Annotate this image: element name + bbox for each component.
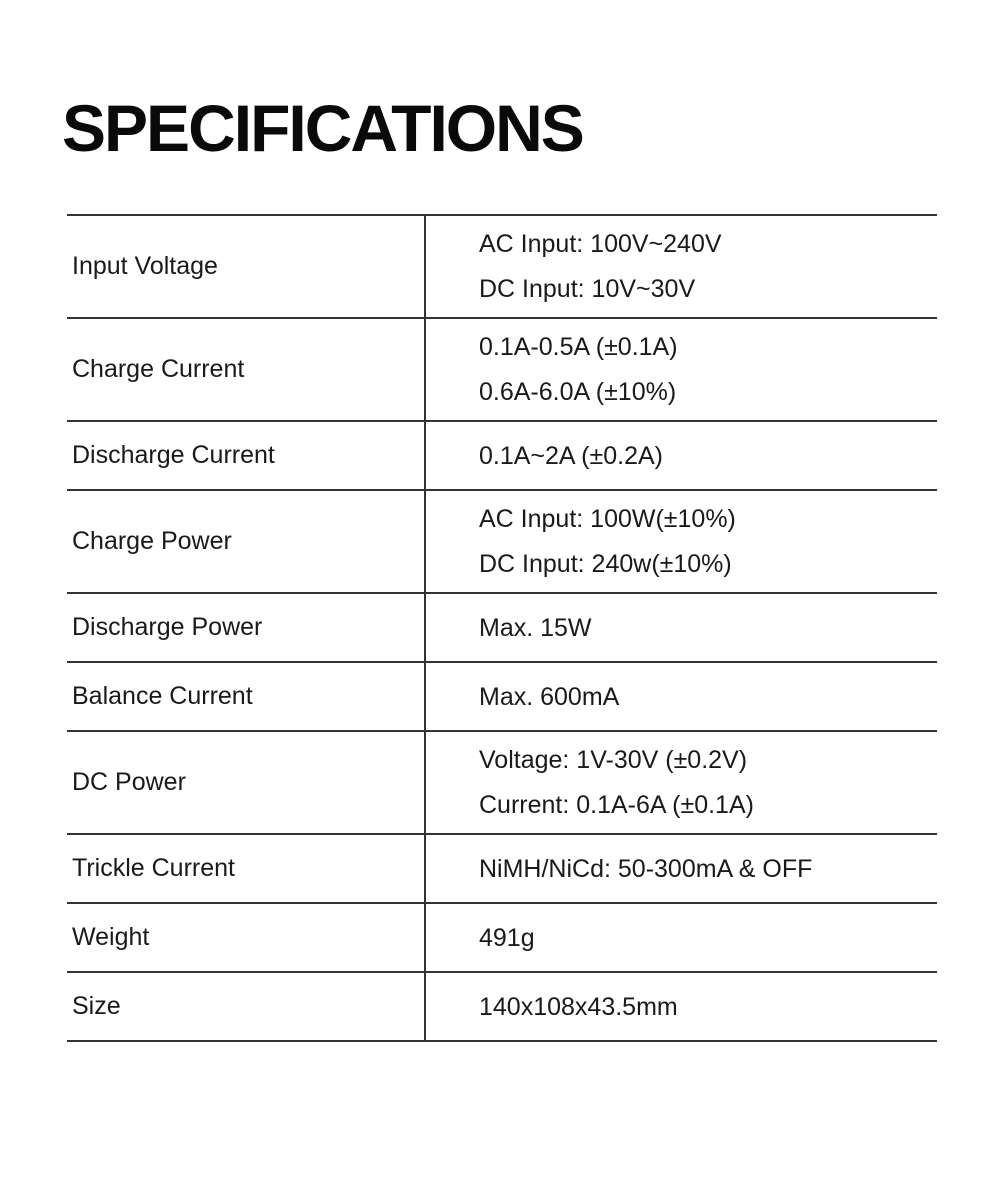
spec-value-line: NiMH/NiCd: 50-300mA & OFF <box>479 854 813 883</box>
spec-value-line: DC Input: 10V~30V <box>479 274 696 303</box>
spec-label: Size <box>72 992 121 1020</box>
spec-value <box>426 663 937 730</box>
spec-label: DC Power <box>72 768 186 796</box>
spec-value-line: 491g <box>479 923 535 952</box>
spec-value <box>426 319 937 420</box>
spec-value <box>426 216 937 317</box>
spec-value-line: 0.1A~2A (±0.2A) <box>479 441 663 470</box>
spec-value-line: Current: 0.1A-6A (±0.1A) <box>479 790 754 819</box>
spec-label: Trickle Current <box>72 854 235 882</box>
page-title: SPECIFICATIONS <box>62 91 583 165</box>
spec-value <box>426 491 937 592</box>
spec-label: Discharge Power <box>72 613 263 641</box>
spec-value-line: Voltage: 1V-30V (±0.2V) <box>479 745 748 774</box>
spec-value-line: 0.6A-6.0A (±10%) <box>479 377 677 406</box>
specifications-table <box>67 214 937 1042</box>
spec-label: Balance Current <box>72 682 253 710</box>
spec-row-dc-power <box>67 732 937 835</box>
spec-label: Charge Current <box>72 355 245 383</box>
spec-value <box>426 422 937 489</box>
spec-value <box>426 835 937 902</box>
spec-value <box>426 732 937 833</box>
spec-row-charge-power <box>67 491 937 594</box>
spec-value <box>426 594 937 661</box>
spec-value-line: DC Input: 240w(±10%) <box>479 549 732 578</box>
spec-value-line: Max. 600mA <box>479 682 620 711</box>
spec-row-charge-current <box>67 319 937 422</box>
spec-row-trickle-current <box>67 835 937 904</box>
spec-label: Charge Power <box>72 527 232 555</box>
spec-value-line: AC Input: 100W(±10%) <box>479 504 736 533</box>
spec-label: Discharge Current <box>72 441 275 469</box>
spec-value <box>426 973 937 1040</box>
spec-row-input-voltage <box>67 216 937 319</box>
spec-label: Weight <box>72 923 150 951</box>
spec-row-balance-current <box>67 663 937 732</box>
spec-value-line: AC Input: 100V~240V <box>479 229 722 258</box>
spec-label: Input Voltage <box>72 252 218 280</box>
spec-row-weight <box>67 904 937 973</box>
spec-value-line: Max. 15W <box>479 613 592 642</box>
spec-row-discharge-current <box>67 422 937 491</box>
spec-value <box>426 904 937 971</box>
spec-value-line: 140x108x43.5mm <box>479 992 678 1021</box>
spec-row-discharge-power <box>67 594 937 663</box>
spec-row-size <box>67 973 937 1042</box>
spec-value-line: 0.1A-0.5A (±0.1A) <box>479 332 678 361</box>
